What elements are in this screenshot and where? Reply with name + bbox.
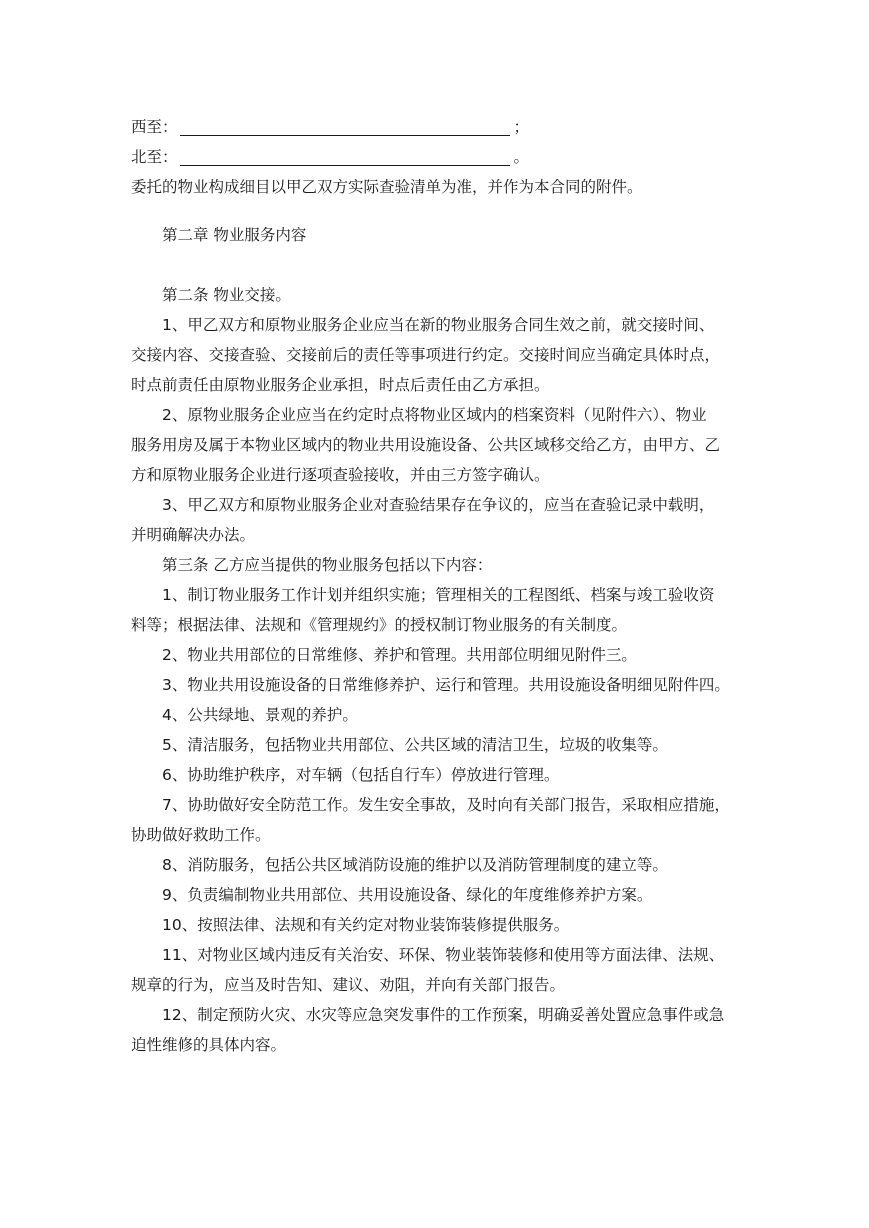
paragraph-line: 服务用房及属于本物业区域内的物业共用设施设备、公共区域移交给乙方，由甲方、乙: [131, 436, 721, 454]
paragraph-line: 并明确解决办法。: [131, 526, 256, 544]
boundary-north-end: 。: [513, 148, 530, 166]
paragraph-line: 1、制订物业服务工作计划并组织实施；管理相关的工程图纸、档案与竣工验收资: [162, 586, 715, 604]
paragraph-line: 4、公共绿地、景观的养护。: [162, 706, 358, 724]
article-2-title: 第二条 物业交接。: [162, 286, 291, 304]
boundary-north-label: 北至：: [131, 148, 178, 166]
paragraph-line: 3、物业共用设施设备的日常维修养护、运行和管理。共用设施设备明细见附件四。: [162, 676, 730, 694]
boundary-north-blank: [180, 145, 510, 166]
paragraph-line: 10、按照法律、法规和有关约定对物业装饰装修提供服务。: [162, 916, 570, 934]
paragraph-line: 2、原物业服务企业应当在约定时点将物业区域内的档案资料（见附件六）、物业: [162, 406, 707, 424]
article-3-title: 第三条 乙方应当提供的物业服务包括以下内容：: [162, 556, 493, 574]
document-body: [131, 112, 743, 1060]
paragraph-line: 2、物业共用部位的日常维修、养护和管理。共用部位明细见附件三。: [162, 646, 637, 664]
boundary-west: [131, 112, 743, 142]
paragraph-line: 时点前责任由原物业服务企业承担，时点后责任由乙方承担。: [131, 376, 550, 394]
paragraph-line: 8、消防服务，包括公共区域消防设施的维护以及消防管理制度的建立等。: [162, 856, 668, 874]
paragraph-line: 5、清洁服务，包括物业共用部位、公共区域的清洁卫生，垃圾的收集等。: [162, 736, 668, 754]
paragraph-line: 3、甲乙双方和原物业服务企业对查验结果存在争议的，应当在查验记录中载明，: [162, 496, 715, 514]
paragraph-line: 协助做好救助工作。: [131, 826, 271, 844]
paragraph-line: 料等；根据法律、法规和《管理规约》的授权制订物业服务的有关制度。: [131, 616, 628, 634]
paragraph-line: 规章的行为，应当及时告知、建议、劝阻，并向有关部门报告。: [131, 976, 566, 994]
chapter-title: 第二章 物业服务内容: [162, 226, 307, 244]
paragraph-line: 6、协助维护秩序，对车辆（包括自行车）停放进行管理。: [162, 766, 560, 784]
boundary-west-label: 西至：: [131, 118, 178, 136]
paragraph-line: 12、制定预防火灾、水灾等应急突发事件的工作预案，明确妥善处置应急事件或急: [162, 1006, 725, 1024]
paragraph-line: 9、负责编制物业共用部位、共用设施设备、绿化的年度维修养护方案。: [162, 886, 653, 904]
boundary-north: [131, 142, 743, 172]
paragraph-line: 1、甲乙双方和原物业服务企业应当在新的物业服务合同生效之前，就交接时间、: [162, 316, 715, 334]
boundary-west-blank: [180, 115, 510, 136]
intro-note: 委托的物业构成细目以甲乙双方实际查验清单为准，并作为本合同的附件。: [131, 178, 643, 196]
paragraph-line: 迫性维修的具体内容。: [131, 1036, 287, 1054]
paragraph-line: 方和原物业服务企业进行逐项查验接收，并由三方签字确认。: [131, 466, 550, 484]
paragraph-line: 交接内容、交接查验、交接前后的责任等事项进行约定。交接时间应当确定具体时点，: [131, 346, 721, 364]
paragraph-line: 11、对物业区域内违反有关治安、环保、物业装饰装修和使用等方面法律、法规、: [162, 946, 725, 964]
paragraph-line: 7、协助做好安全防范工作。发生安全事故，及时向有关部门报告，采取相应措施，: [162, 796, 730, 814]
boundary-west-end: ；: [513, 118, 530, 136]
